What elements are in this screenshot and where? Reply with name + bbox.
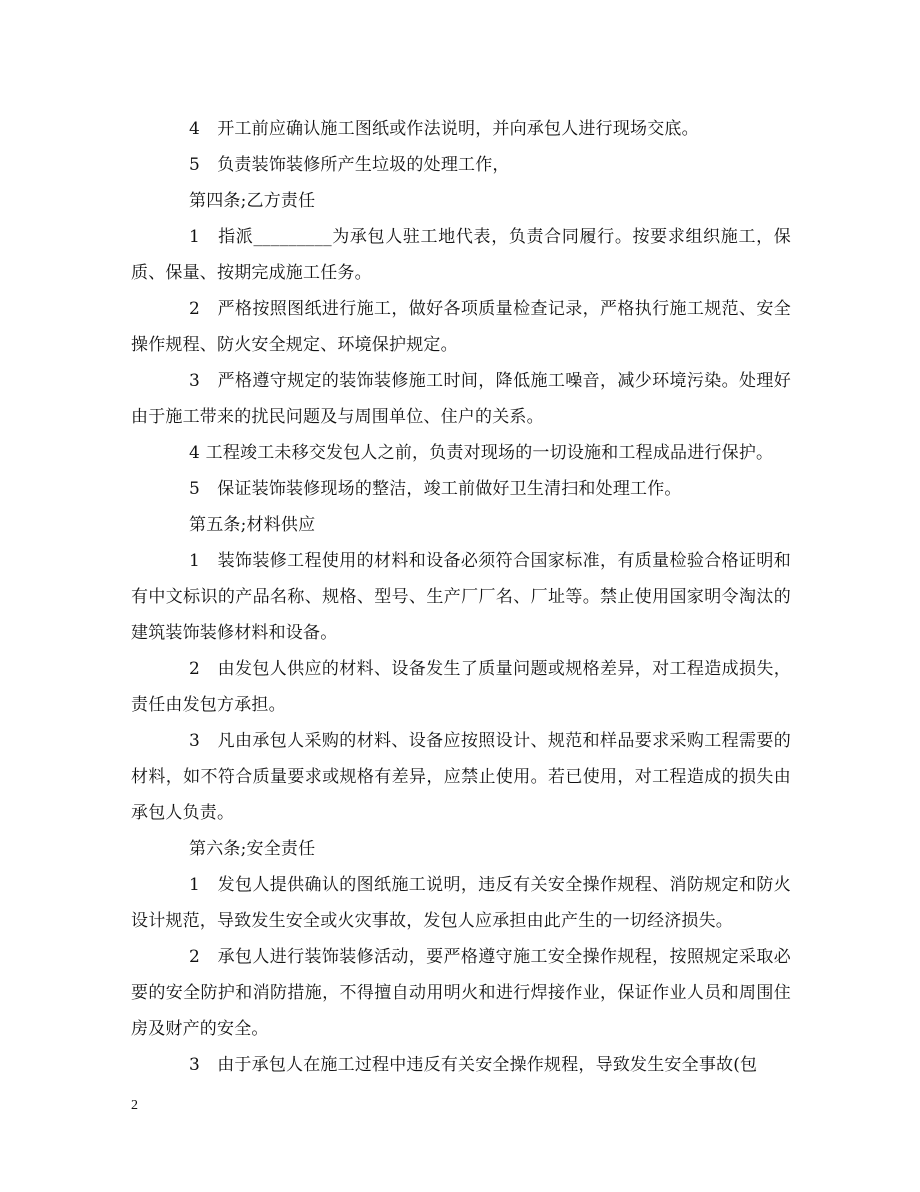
paragraph: 4 开工前应确认施工图纸或作法说明，并向承包人进行现场交底。 (189, 119, 699, 139)
paragraph: 2 承包人进行装饰装修活动，要严格遵守施工安全操作规程，按照规定采取必要的安全防护和消防措施，不得擅自动用明火和进行焊接作业，保证作业人员和周围住房及财产的安全。 (131, 947, 791, 1039)
paragraph: 4 工程竣工未移交发包人之前，负责对现场的一切设施和工程成品进行保护。 (189, 443, 774, 463)
paragraph: 2 严格按照图纸进行施工，做好各项质量检查记录，严格执行施工规范、安全操作规程、防火安全规定、环境保护规定。 (131, 299, 791, 355)
paragraph: 3 严格遵守规定的装饰装修施工时间，降低施工噪音，减少环境污染。处理好由于施工带来的扰民问题及与周围单位、住户的关系。 (131, 371, 791, 427)
paragraph: 2 由发包人供应的材料、设备发生了质量问题或规格差异，对工程造成损失，责任由发包方承担。 (131, 659, 791, 715)
paragraph: 3 凡由承包人采购的材料、设备应按照设计、规范和样品要求采购工程需要的材料，如不符合质量要求或规格有差异，应禁止使用。若已使用，对工程造成的损失由承包人负责。 (131, 731, 791, 823)
section-heading: 第四条;乙方责任 (189, 191, 316, 211)
section-heading: 第五条;材料供应 (189, 515, 316, 535)
paragraph: 1 装饰装修工程使用的材料和设备必须符合国家标准，有质量检验合格证明和有中文标识的产品名称、规格、型号、生产厂厂名、厂址等。禁止使用国家明令淘汰的建筑装饰装修材料和设备。 (131, 551, 791, 643)
paragraph: 3 由于承包人在施工过程中违反有关安全操作规程，导致发生安全事故(包 (189, 1055, 758, 1075)
paragraph: 1 指派_________为承包人驻工地代表，负责合同履行。按要求组织施工，保质、保量、按期完成施工任务。 (131, 227, 791, 283)
section-heading: 第六条;安全责任 (189, 839, 316, 859)
paragraph: 5 负责装饰装修所产生垃圾的处理工作， (189, 155, 510, 175)
page-number: 2 (131, 1098, 138, 1113)
paragraph: 5 保证装饰装修现场的整洁，竣工前做好卫生清扫和处理工作。 (189, 479, 682, 499)
paragraph: 1 发包人提供确认的图纸施工说明，违反有关安全操作规程、消防规定和防火设计规范，导致发生安全或火灾事故，发包人应承担由此产生的一切经济损失。 (131, 875, 791, 931)
document-body (131, 111, 791, 1083)
